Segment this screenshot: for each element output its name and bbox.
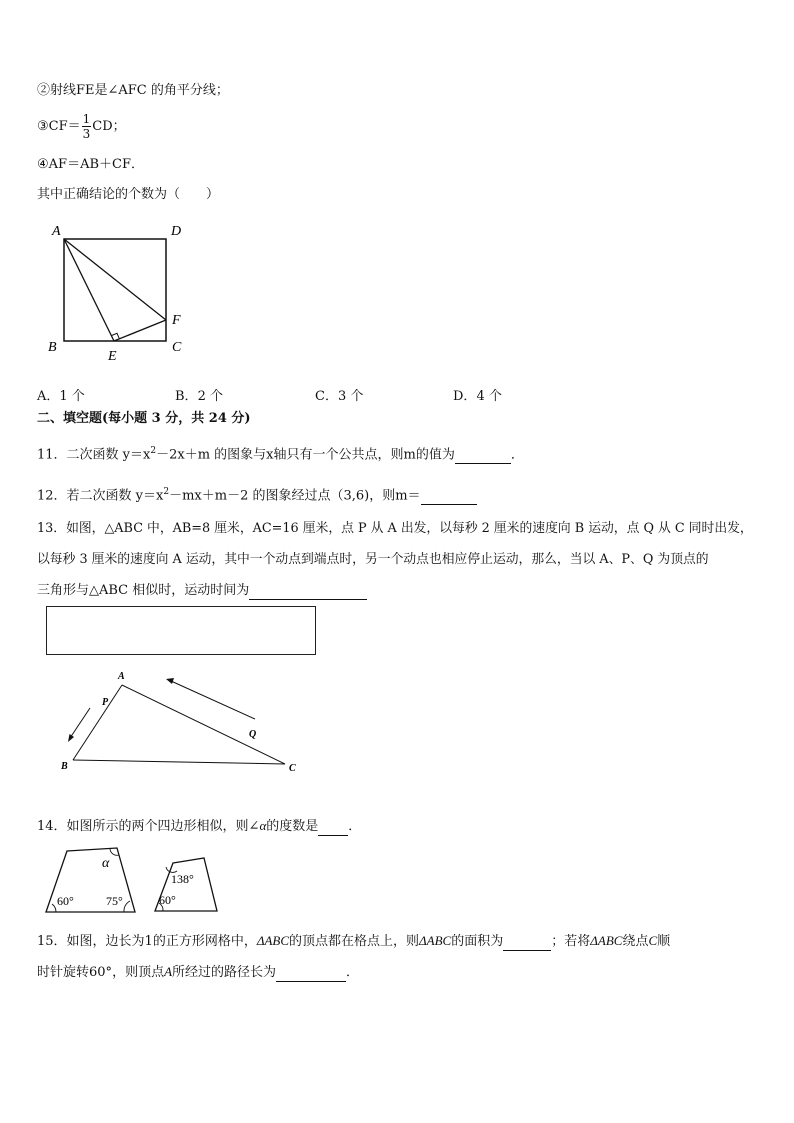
q15-text: 的顶点都在格点上，则 [289, 934, 420, 949]
angle-label-138: 138° [171, 872, 194, 886]
quadrilaterals-figure [40, 845, 230, 920]
q11-answer-blank[interactable] [455, 449, 511, 464]
q15-path-blank[interactable] [276, 967, 346, 982]
triangle-figure [55, 668, 315, 778]
triangle-symbol: ΔABC [256, 933, 290, 948]
option-c[interactable] [315, 385, 363, 404]
q14-text: 14．如图所示的两个四边形相似，则∠ [37, 819, 260, 834]
point-c: C [648, 933, 658, 948]
alpha-label: α [102, 856, 110, 871]
option-a[interactable] [37, 385, 85, 404]
angle-label-75: 75° [106, 894, 123, 908]
q11-text-mid: －2x＋m 的图象与x轴只有一个公共点，则m的值为 [156, 447, 455, 463]
statement-2: ②射线FE是∠AFC 的角平分线； [37, 83, 229, 98]
question-15-line-2 [37, 963, 359, 982]
fraction-numerator: 1 [82, 112, 91, 126]
label-A: A [118, 671, 125, 682]
q15-text: 时针旋转 [37, 965, 90, 980]
statement-3-suffix: CD； [92, 119, 126, 134]
rotation-angle: 60° [89, 965, 113, 980]
option-d[interactable] [453, 385, 502, 404]
fraction-one-third [82, 112, 92, 141]
q11-text-end: ． [510, 447, 524, 463]
option-letter: B． [175, 389, 198, 404]
triangle-symbol: ΔABC [419, 933, 452, 948]
q15-text: ，则顶点 [112, 965, 165, 980]
q11-text-pre: 二次函数 y＝x [66, 447, 151, 463]
statement-4: ④AF＝AB＋CF． [37, 157, 144, 172]
label-Q: Q [249, 729, 257, 740]
question-14 [37, 817, 361, 836]
label-C: C [289, 763, 296, 774]
q12-text-mid: －mx＋m－2 的图象经过点（3,6)，则m＝ [169, 488, 421, 504]
label-C: C [172, 340, 182, 355]
q14-text-after: 的度数是 [266, 819, 319, 834]
q15-text: 的面积为 [451, 934, 504, 949]
label-P: P [102, 697, 109, 708]
option-text: 3 个 [337, 389, 364, 404]
angle-label-60b: 60° [159, 893, 176, 907]
option-text: 4 个 [476, 389, 502, 404]
q13-text: 三角形与△ABC 相似时，运动时间为 [37, 583, 250, 598]
option-letter: D． [453, 389, 477, 404]
statement-3 [37, 112, 126, 142]
option-text: 1 个 [59, 389, 85, 404]
q12-exponent: 2 [163, 487, 170, 497]
option-letter: A． [37, 389, 60, 404]
label-F: F [172, 313, 181, 328]
q15-text: 15．如图，边长为1的正方形网格中， [37, 934, 257, 949]
question-12 [37, 483, 477, 505]
option-b[interactable] [175, 385, 223, 404]
alpha-symbol: α [259, 818, 267, 833]
q15-text: 顺 [657, 934, 671, 949]
answer-box[interactable] [46, 606, 316, 655]
q14-text-end: ． [348, 819, 362, 834]
fraction-denominator: 3 [82, 127, 91, 141]
label-B: B [61, 761, 68, 772]
q11-exponent: 2 [150, 446, 157, 456]
triangle-symbol: ΔABC [590, 933, 623, 948]
q15-text: 所经过的路径长为 [172, 965, 277, 980]
q15-text: ． [346, 965, 360, 980]
square-figure [40, 220, 200, 365]
label-D: D [171, 224, 182, 239]
point-a: A [164, 964, 173, 979]
q15-text: 绕点 [622, 934, 649, 949]
question-13-line-1: 13．如图，△ABC 中，AB=8 厘米，AC=16 厘米，点 P 从 A 出发，以每秒 2 厘米的速度向 B 运动，点 Q 从 C 同时出发， [37, 521, 753, 536]
option-letter: C． [315, 389, 338, 404]
q14-answer-blank[interactable] [318, 821, 348, 836]
question-11 [37, 442, 524, 464]
angle-label-60: 60° [57, 894, 74, 908]
question-15-line-1 [37, 932, 670, 951]
option-text: 2 个 [197, 389, 223, 404]
question-number: 12． [37, 488, 67, 504]
question-13-line-2: 以每秒 3 厘米的速度向 A 运动，其中一个动点到端点时，另一个动点也相应停止运动，那么，当以 A、P、Q 为顶点的 [37, 552, 709, 567]
statement-3-prefix: ③CF＝ [37, 119, 81, 134]
q15-area-blank[interactable] [503, 936, 551, 951]
q12-text-pre: 若二次函数 y＝x [66, 488, 164, 504]
q15-text: ；若将 [551, 934, 591, 949]
label-B: B [48, 340, 57, 355]
label-A: A [52, 224, 61, 239]
label-E: E [108, 349, 117, 364]
section-heading: 二、填空题(每小题 3 分，共 24 分) [37, 411, 251, 426]
question-prompt: 其中正确结论的个数为（ ） [37, 187, 220, 202]
question-number: 11． [37, 447, 67, 463]
q12-answer-blank[interactable] [421, 490, 477, 505]
question-13-line-3 [37, 582, 367, 600]
q13-answer-blank[interactable] [249, 585, 367, 600]
